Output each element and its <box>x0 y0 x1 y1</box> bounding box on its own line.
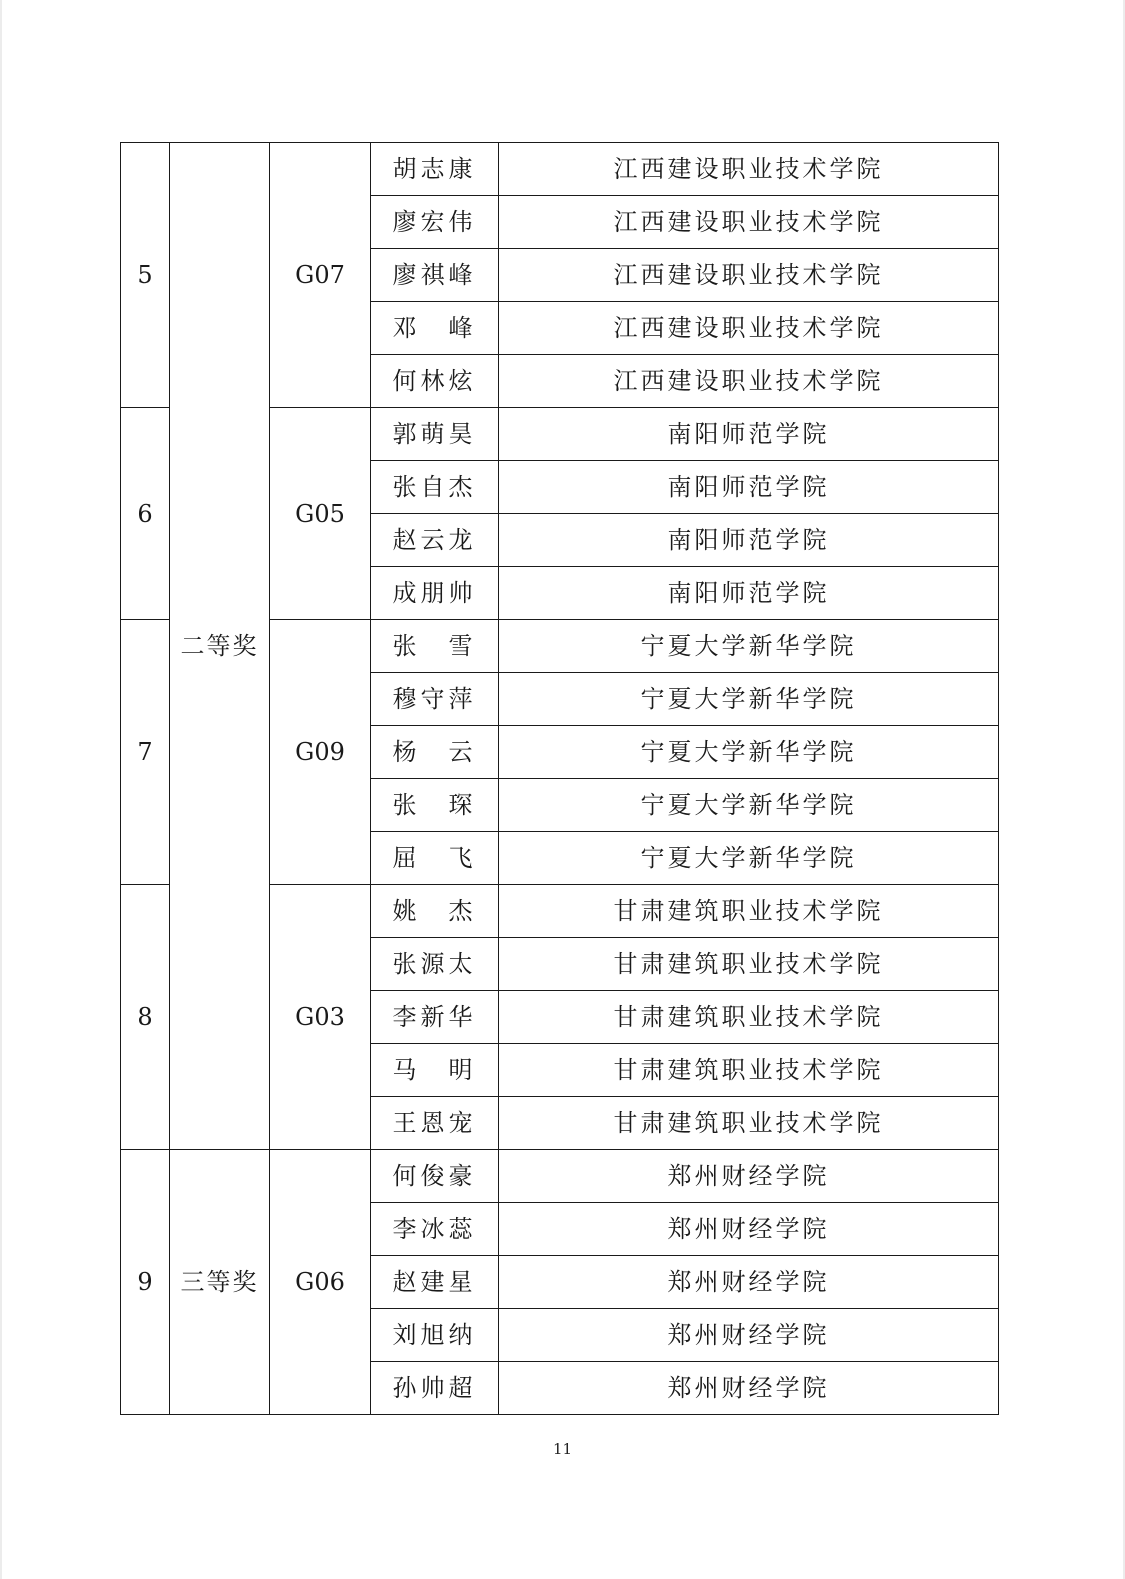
member-name-cell: 何俊豪 <box>371 1150 499 1203</box>
award-table-body <box>121 143 999 1415</box>
member-name-cell: 赵建星 <box>371 1256 499 1309</box>
group-number-cell: 8 <box>121 885 170 1150</box>
member-name-cell: 廖宏伟 <box>371 196 499 249</box>
institution-cell: 宁夏大学新华学院 <box>499 832 999 885</box>
institution-cell: 郑州财经学院 <box>499 1309 999 1362</box>
member-name-cell: 胡志康 <box>371 143 499 196</box>
member-name-cell: 郭萌昊 <box>371 408 499 461</box>
institution-cell: 江西建设职业技术学院 <box>499 249 999 302</box>
institution-cell: 甘肃建筑职业技术学院 <box>499 1097 999 1150</box>
member-name-cell: 张 雪 <box>371 620 499 673</box>
institution-cell: 宁夏大学新华学院 <box>499 779 999 832</box>
institution-cell: 宁夏大学新华学院 <box>499 726 999 779</box>
institution-cell: 南阳师范学院 <box>499 408 999 461</box>
institution-cell: 郑州财经学院 <box>499 1203 999 1256</box>
member-name-cell: 孙帅超 <box>371 1362 499 1415</box>
award-table <box>120 142 999 1415</box>
member-name-cell: 张源太 <box>371 938 499 991</box>
institution-cell: 宁夏大学新华学院 <box>499 620 999 673</box>
team-code-cell: G07 <box>270 143 371 408</box>
member-name-cell: 廖祺峰 <box>371 249 499 302</box>
member-name-cell: 李新华 <box>371 991 499 1044</box>
team-code-cell: G09 <box>270 620 371 885</box>
member-name-cell: 王恩宠 <box>371 1097 499 1150</box>
institution-cell: 南阳师范学院 <box>499 461 999 514</box>
member-name-cell: 穆守萍 <box>371 673 499 726</box>
institution-cell: 甘肃建筑职业技术学院 <box>499 885 999 938</box>
institution-cell: 甘肃建筑职业技术学院 <box>499 938 999 991</box>
member-name-cell: 张 琛 <box>371 779 499 832</box>
institution-cell: 南阳师范学院 <box>499 567 999 620</box>
table-row <box>121 143 999 196</box>
institution-cell: 江西建设职业技术学院 <box>499 355 999 408</box>
team-code-cell: G06 <box>270 1150 371 1415</box>
page-number: 11 <box>552 1440 573 1458</box>
institution-cell: 郑州财经学院 <box>499 1362 999 1415</box>
institution-cell: 郑州财经学院 <box>499 1150 999 1203</box>
group-number-cell: 6 <box>121 408 170 620</box>
member-name-cell: 成朋帅 <box>371 567 499 620</box>
member-name-cell: 杨 云 <box>371 726 499 779</box>
group-number-cell: 7 <box>121 620 170 885</box>
institution-cell: 甘肃建筑职业技术学院 <box>499 991 999 1044</box>
group-number-cell: 5 <box>121 143 170 408</box>
member-name-cell: 刘旭纳 <box>371 1309 499 1362</box>
institution-cell: 郑州财经学院 <box>499 1256 999 1309</box>
group-number-cell: 9 <box>121 1150 170 1415</box>
institution-cell: 南阳师范学院 <box>499 514 999 567</box>
member-name-cell: 马 明 <box>371 1044 499 1097</box>
award-level-cell: 二等奖 <box>170 143 270 1150</box>
member-name-cell: 何林炫 <box>371 355 499 408</box>
team-code-cell: G03 <box>270 885 371 1150</box>
member-name-cell: 邓 峰 <box>371 302 499 355</box>
team-code-cell: G05 <box>270 408 371 620</box>
member-name-cell: 姚 杰 <box>371 885 499 938</box>
member-name-cell: 屈 飞 <box>371 832 499 885</box>
award-level-cell: 三等奖 <box>170 1150 270 1415</box>
table-row <box>121 1150 999 1203</box>
institution-cell: 甘肃建筑职业技术学院 <box>499 1044 999 1097</box>
member-name-cell: 张自杰 <box>371 461 499 514</box>
member-name-cell: 李冰蕊 <box>371 1203 499 1256</box>
member-name-cell: 赵云龙 <box>371 514 499 567</box>
page-edge <box>0 0 2 1579</box>
institution-cell: 江西建设职业技术学院 <box>499 302 999 355</box>
institution-cell: 江西建设职业技术学院 <box>499 196 999 249</box>
institution-cell: 宁夏大学新华学院 <box>499 673 999 726</box>
institution-cell: 江西建设职业技术学院 <box>499 143 999 196</box>
